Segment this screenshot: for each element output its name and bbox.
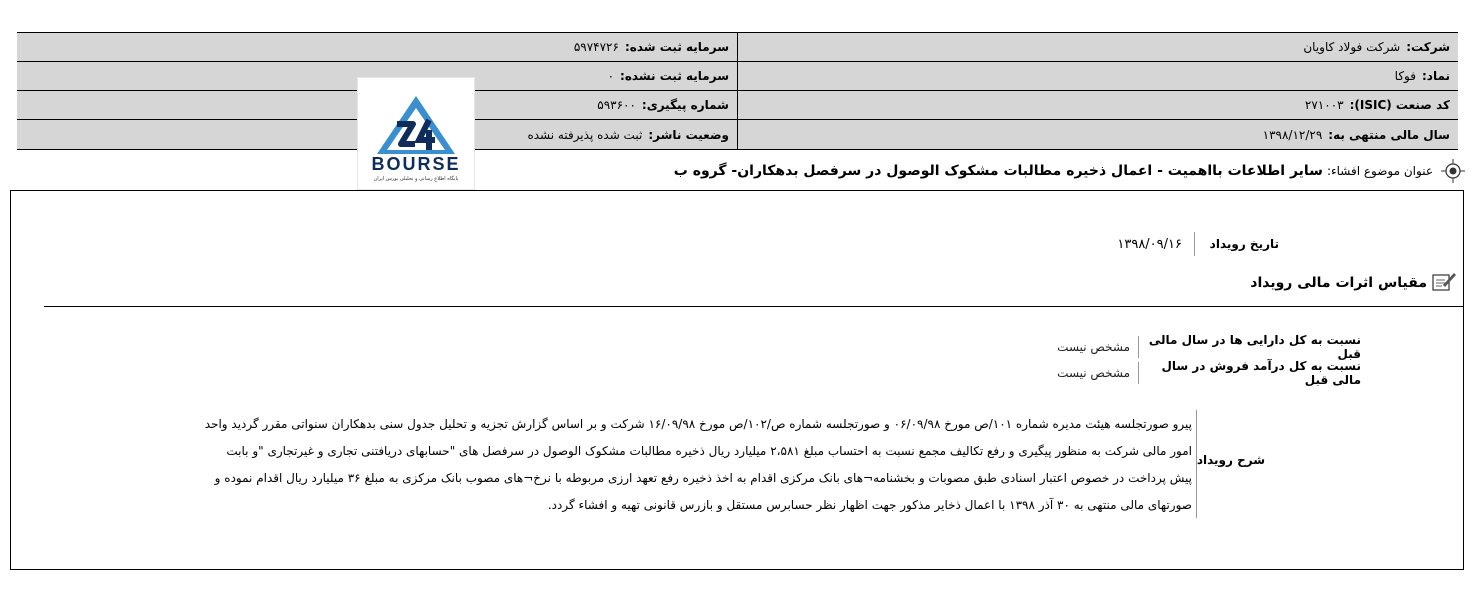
ratio-revenue-value: مشخص نیست	[1057, 366, 1130, 380]
divider	[1138, 362, 1139, 384]
publisher-status-value: ثبت شده پذیرفته نشده	[527, 127, 643, 142]
ratio-assets-value: مشخص نیست	[1057, 340, 1130, 354]
fiscal-year-end-value: ۱۳۹۸/۱۲/۲۹	[1262, 127, 1323, 142]
fiscal-year-end	[737, 120, 1458, 149]
description-line: پیرو صورتجلسه هیئت مدیره شماره ۱۰۱/ص مورخ ۰۶/۰۹/۹۸ و صورتجلسه شماره ص/۱۰۲/ص مورخ ۱۶/۰۹/۹۸ شرکت و بر اساس گزارش تجزیه و تحلیل جدول سنی بدهکاران سنواتی مقرر گردید واحد	[204, 417, 1192, 431]
symbol-value: فوکا	[1394, 69, 1416, 83]
logo-tagline: پایگاه اطلاع رسانی و تحلیلی بورس ایران	[373, 176, 459, 182]
section-divider	[44, 306, 1464, 307]
bourse-logo	[357, 77, 475, 190]
target-icon	[1441, 159, 1465, 183]
info-row-symbol	[17, 62, 1458, 91]
fiscal-year-end-label: سال مالی منتهی به:	[1328, 127, 1450, 142]
capital-registered-label: سرمایه ثبت شده:	[624, 40, 729, 54]
disclosure-subject	[674, 157, 1465, 185]
ratio-revenue	[1057, 359, 1361, 387]
ratio-revenue-label: نسبت به کل درآمد فروش در سال مالی قبل	[1161, 359, 1361, 387]
logo-brand: BOURSE	[371, 154, 461, 174]
capital-unregistered-value: ۰	[607, 69, 615, 83]
ratio-assets	[1057, 333, 1361, 361]
financial-impact-section-title	[1250, 268, 1457, 298]
edit-note-icon	[1431, 270, 1457, 296]
symbol	[737, 62, 1458, 90]
divider	[1138, 336, 1139, 358]
isic-code-value: ۲۷۱۰۰۳	[1304, 98, 1344, 112]
capital-registered	[17, 33, 737, 61]
event-description-label: شرح رویداد	[1196, 453, 1265, 467]
info-row-fiscal	[17, 120, 1458, 149]
description-line: صورتهای مالی منتهی به ۳۰ آذر ۱۳۹۸ با اعمال ذخایر مذکور جهت اظهار نظر حسابرس مستقل و بازرس قانونی تهیه و افشاء گردد.	[547, 498, 1192, 512]
capital-registered-value: ۵۹۷۴۷۲۶	[573, 40, 619, 54]
publisher-status-label: وضعیت ناشر:	[648, 127, 729, 142]
company-name-value: شرکت فولاد کاویان	[1303, 40, 1401, 54]
bourse-logo-mark-icon	[375, 94, 457, 156]
description-line: پیش پرداخت در خصوص اعتبار اسنادی طبق مصوبات و بخشنامه¬های بانک مرکزی اقدام به اخذ ذخیره رفع تعهد ارزی مربوطه با نرخ¬های مصوب بانک مرکزی به مبلغ ۳۶ میلیارد ریال اقدام نموده و	[214, 471, 1192, 485]
event-date	[1117, 232, 1279, 256]
tracking-number-label: شماره پیگیری:	[641, 98, 729, 112]
subject-label: عنوان موضوع افشاء:	[1326, 164, 1433, 178]
event-description	[120, 411, 1192, 519]
divider	[1194, 232, 1195, 256]
event-date-value: ۱۳۹۸/۰۹/۱۶	[1117, 236, 1182, 252]
company-name	[737, 33, 1458, 61]
tracking-number-value: ۵۹۳۶۰۰	[597, 98, 636, 112]
subject-value: سایر اطلاعات بااهمیت - اعمال ذخیره مطالبات مشکوک الوصول در سرفصل بدهکاران- گروه ب	[673, 163, 1323, 179]
symbol-label: نماد:	[1421, 69, 1450, 83]
company-name-label: شرکت:	[1406, 40, 1450, 54]
description-line: امور مالی شرکت به منظور پیگیری و رفع تکالیف مجمع نسبت به احتساب مبلغ ۲،۵۸۱ میلیارد ریال ذخیره مطالبات مشکوک الوصول در سرفصل های "حسابهای دریافتنی تجاری و غیرتجاری "و بابت	[226, 444, 1192, 458]
info-row-isic	[17, 91, 1458, 120]
company-info-table	[17, 32, 1458, 150]
section-title-text: مقیاس اثرات مالی رویداد	[1250, 275, 1427, 291]
event-date-label: تاریخ رویداد	[1209, 237, 1279, 251]
info-row-company	[17, 33, 1458, 62]
ratio-assets-label: نسبت به کل دارایی ها در سال مالی قبل	[1148, 333, 1361, 361]
isic-code-label: کد صنعت (ISIC):	[1349, 98, 1450, 112]
capital-unregistered-label: سرمایه ثبت نشده:	[620, 69, 729, 83]
isic-code	[737, 91, 1458, 119]
divider	[1196, 410, 1197, 518]
